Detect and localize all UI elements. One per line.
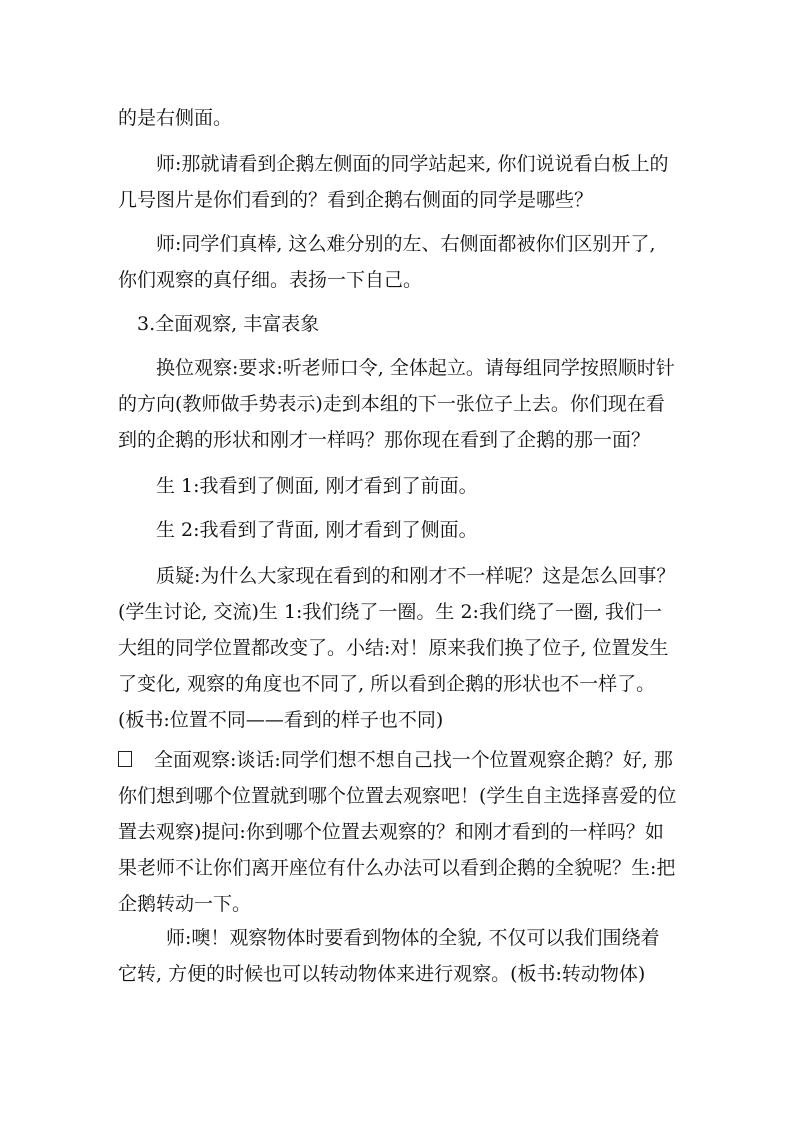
bullet-box-icon	[118, 751, 132, 767]
paragraph-full-observation	[118, 742, 678, 922]
paragraph-teacher-question: 师:那就请看到企鹅左侧面的同学站起来, 你们说说看白板上的几号图片是你们看到的？看到企鹅右侧面的同学是哪些？	[118, 153, 669, 211]
paragraph-teacher-conclusion: 师:噢！观察物体时要看到物体的全貌, 不仅可以我们围绕着它转, 方便的时候也可以转动物体来进行观察。(板书:转动物体)	[118, 927, 660, 985]
paragraph-continuation: 的是右侧面。	[118, 107, 233, 129]
paragraph-full-observation-text: 全面观察:谈话:同学们想不想自己找一个位置观察企鹅？好, 那你们想到哪个位置就到哪个位置去观察吧！(学生自主选择喜爱的位置去观察)提问:你到哪个位置去观察的？和刚才看到的一样吗？如果老师不让你们离开座位有什么办法可以看到企鹅的全貌呢？生:把企鹅转动一下。	[118, 749, 677, 915]
paragraph-question: 质疑:为什么大家现在看到的和刚才不一样呢？这是怎么回事？(学生讨论, 交流)生 1:我们绕了一圈。生 2:我们绕了一圈, 我们一大组的同学位置都改变了。小结:对！原来我们换了位子, 位置发生了变化, 观察的角度也不同了, 所以看到企鹅的形状也不一样了。(板书:位置不同——看到的样子也不同)	[118, 565, 676, 731]
paragraph-swap-observation: 换位观察:要求:听老师口令, 全体起立。请每组同学按照顺时针的方向(教师做手势表示)走到本组的下一张位子上去。你们现在看到的企鹅的形状和刚才一样吗？那你现在看到了企鹅的那一面？	[118, 357, 675, 451]
section-heading: 3.全面观察, 丰富表象	[137, 313, 320, 335]
paragraph-student-1: 生 1:我看到了侧面, 刚才看到了前面。	[156, 475, 478, 497]
paragraph-student-2: 生 2:我看到了背面, 刚才看到了侧面。	[156, 519, 478, 541]
paragraph-teacher-praise: 师:同学们真棒, 这么难分别的左、右侧面都被你们区别开了, 你们观察的真仔细。表扬一下自己。	[118, 233, 662, 291]
